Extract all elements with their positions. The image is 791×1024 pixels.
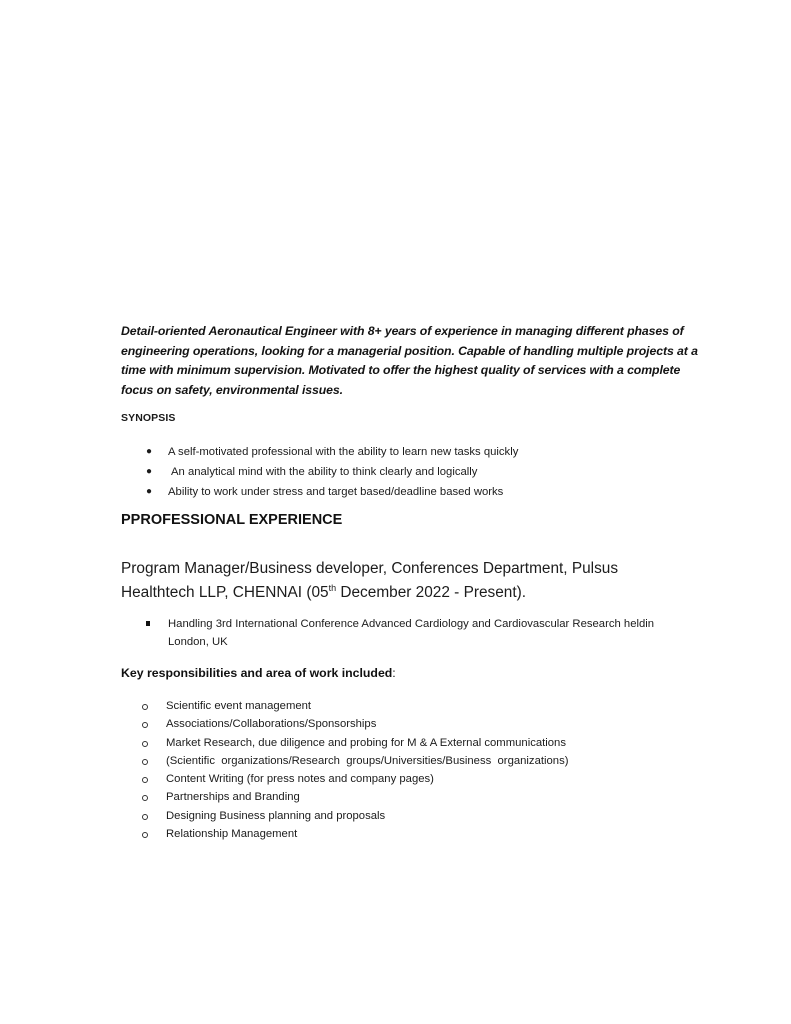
square-bullet-icon [146,621,150,626]
circle-bullet-icon [142,777,148,783]
job-title-line-1: Program Manager/Business developer, Conferences Department, Pulsus [121,560,619,577]
responsibility-text: Scientific event management [166,700,312,712]
circle-bullet-icon [142,722,148,728]
responsibility-item [142,715,377,733]
experience-bullet-item [146,615,676,651]
responsibility-item [142,752,569,770]
circle-bullet-icon [142,795,148,801]
experience-bullet-text: Handling 3rd International Conference Advanced Cardiology and Cardiovascular Research heldin London, UK [168,618,655,648]
responsibility-item [142,825,298,843]
responsibility-text: Content Writing (for press notes and company pages) [166,773,434,786]
circle-bullet-icon [142,741,148,747]
key-responsibilities-heading [121,666,396,680]
responsibility-text: Partnerships and Branding [166,791,300,804]
responsibility-text: Associations/Collaborations/Sponsorships [166,718,377,731]
circle-bullet-icon [142,759,148,765]
bullet-icon: ● [146,446,153,457]
experience-bullets [146,615,676,651]
responsibility-text: Market Research, due diligence and probing for M & A External communications [166,736,566,749]
responsibility-item [142,697,312,715]
synopsis-item-text: A self-motivated professional with the ability to learn new tasks quickly [168,446,519,458]
responsibility-text: (Scientific organizations/Research groups/Universities/Business organizations) [166,754,569,767]
responsibility-text: Relationship Management [166,828,298,841]
responsibility-item [142,807,386,825]
professional-summary: Detail-oriented Aeronautical Engineer with 8+ years of experience in managing different phases of engineering operations, looking for a managerial position. Capable of handling multiple projects at a time with minimum supervision. Motivated to offer the highest quality of services with a complete focus on safety, environmental issues. [121,324,698,397]
circle-bullet-icon [142,814,148,820]
circle-bullet-icon [142,832,148,838]
ordinal-suffix: th [328,582,337,593]
experience-heading: PPROFESSIONAL EXPERIENCE [121,512,343,528]
bullet-icon: ● [146,486,153,497]
job-title-line-2-start: Healthtech LLP, CHENNAI (05 [121,583,329,601]
responsibility-item [142,734,566,752]
circle-bullet-icon [142,704,148,710]
responsibility-item [142,788,300,806]
bullet-icon: ● [146,466,153,477]
synopsis-item-text: Ability to work under stress and target based/deadline based works [168,486,504,498]
heading-colon: : [392,666,396,680]
responsibility-item [142,770,434,788]
job-title [121,557,641,604]
responsibility-text: Designing Business planning and proposals [166,809,386,822]
job-title-line-2-end: December 2022 - Present). [336,583,527,601]
key-responsibilities-title: Key responsibilities and area of work included [121,666,393,680]
synopsis-heading: SYNOPSIS [121,412,176,424]
synopsis-item-text: An analytical mind with the ability to think clearly and logically [171,466,478,478]
responsibilities-list [142,697,569,843]
